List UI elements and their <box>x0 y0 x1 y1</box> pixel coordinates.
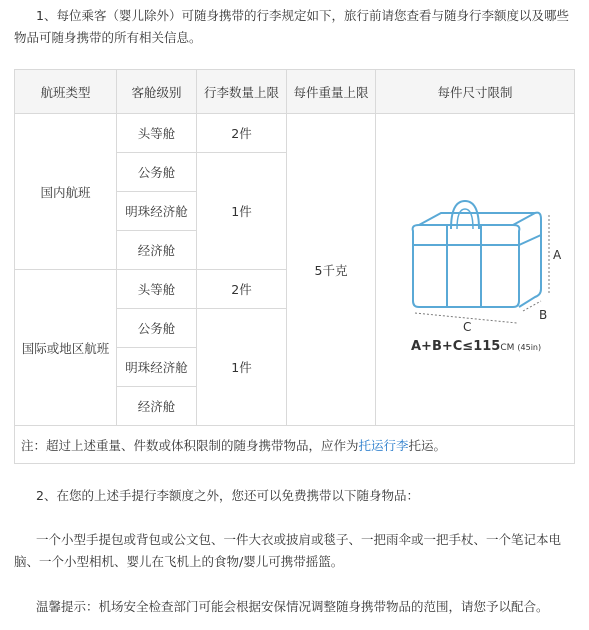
international-flight-type: 国际或地区航班 <box>15 270 117 426</box>
note-suffix: 托运。 <box>408 437 447 453</box>
domestic-flight-type: 国内航班 <box>15 114 117 270</box>
international-class-pearl-economy: 明珠经济舱 <box>117 348 197 387</box>
table-note <box>15 426 575 464</box>
size-formula-inch: (45in) <box>517 342 542 352</box>
table-header-row <box>15 70 575 114</box>
domestic-first-qty: 2件 <box>197 114 287 153</box>
checked-baggage-link[interactable]: 托运行李 <box>358 437 409 453</box>
dimension-b-label: B <box>539 307 548 322</box>
luggage-dimension-diagram <box>385 185 565 355</box>
weight-limit: 5千克 <box>287 114 376 426</box>
domestic-class-economy: 经济舱 <box>117 231 197 270</box>
size-formula-main: A+B+C≤115 <box>411 338 501 354</box>
international-other-qty: 1件 <box>197 309 287 426</box>
dimension-c-label: C <box>463 319 472 334</box>
international-class-business: 公务舱 <box>117 309 197 348</box>
header-max-weight: 每件重量上限 <box>287 70 376 114</box>
size-formula-unit: CM <box>500 342 515 353</box>
bag-band <box>413 235 541 245</box>
section-2-items: 一个小型手提包或背包或公文包、一件大衣或披肩或毯子、一把雨伞或一把手杖、一个笔记本电脑、一个小型相机、婴儿在飞机上的食物/婴儿可携带摇篮。 <box>14 532 562 569</box>
table-note-row <box>15 426 575 464</box>
domestic-class-first: 头等舱 <box>117 114 197 153</box>
header-cabin-class: 客舱级别 <box>117 70 197 114</box>
bag-front-face <box>413 225 520 307</box>
international-first-qty: 2件 <box>197 270 287 309</box>
international-class-first: 头等舱 <box>117 270 197 309</box>
section-2-title: 2、在您的上述手提行李额度之外，您还可以免费携带以下随身物品： <box>36 488 419 503</box>
table-row <box>15 114 575 153</box>
warm-tip: 温馨提示：机场安全检查部门可能会根据安保情况调整随身携带物品的范围，请您予以配合。 <box>36 599 549 614</box>
domestic-other-qty: 1件 <box>197 153 287 270</box>
international-class-economy: 经济舱 <box>117 387 197 426</box>
header-max-pieces: 行李数量上限 <box>197 70 287 114</box>
note-prefix: 注：超过上述重量、件数或体积限制的随身携带物品，应作为 <box>21 437 359 453</box>
domestic-class-business: 公务舱 <box>117 153 197 192</box>
carry-on-allowance-table <box>14 69 575 464</box>
header-flight-type: 航班类型 <box>15 70 117 114</box>
intro-paragraph: 1、每位乘客（婴儿除外）可随身携带的行李规定如下，旅行前请您查看与随身行李额度以及哪些物品可随身携带的所有相关信息。 <box>14 8 569 45</box>
size-formula <box>411 339 541 354</box>
dimension-a-label: A <box>553 247 562 262</box>
domestic-class-pearl-economy: 明珠经济舱 <box>117 192 197 231</box>
size-limit-diagram <box>376 114 575 426</box>
header-size-limit: 每件尺寸限制 <box>376 70 575 114</box>
